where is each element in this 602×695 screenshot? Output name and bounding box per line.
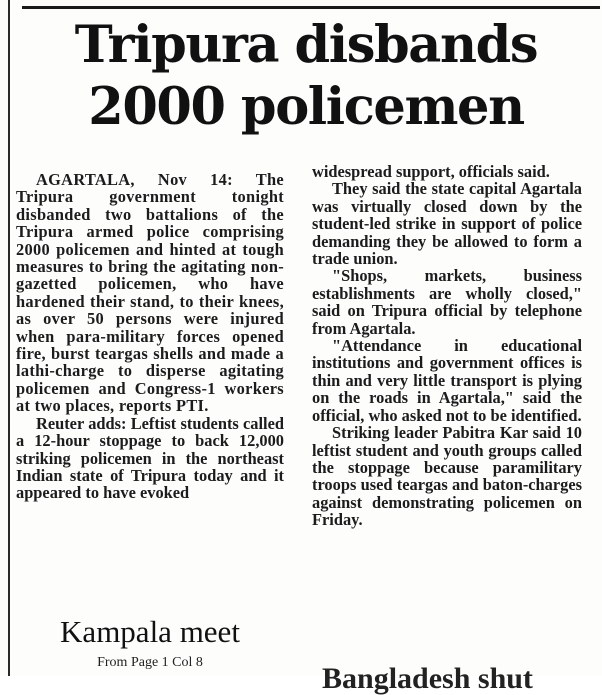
cutoff-headline	[312, 662, 592, 695]
story-column-left	[16, 171, 284, 502]
cutoff-headline-text: Bangladesh shut	[322, 662, 533, 695]
headline-line-2: 2000 policemen	[88, 77, 524, 137]
jump-line: From Page 1 Col 8	[97, 655, 203, 670]
story-paragraph: "Attendance in educational institutions and government offices is thin and very little transport is plying on the roads in Agartala," said the official, who asked not to be identified.	[312, 336, 582, 425]
story-paragraph: They said the state capital Agartala was virtually closed down by the student-led strike in support of police demanding they be allowed to form a trade union.	[312, 179, 582, 269]
headline-line-1: Tripura disbands	[74, 15, 538, 75]
story-paragraph: Striking leader Pabitra Kar said 10 leftist student and youth groups called the stoppage because paramilitary troops used teargas and baton-charges against demonstrating policemen on Friday.	[312, 423, 582, 530]
story-paragraph-continued: widespread support, officials said.	[312, 162, 550, 181]
top-rule	[22, 6, 600, 9]
column-rule	[8, 0, 10, 676]
story-column-right	[312, 163, 582, 529]
story-paragraph: "Shops, markets, business establishments are wholly closed," said on Tripura official by telephone from Agartala.	[312, 266, 582, 338]
story-paragraph-dateline: AGARTALA, Nov 14: The Tripura government tonight disbanded two battalions of the Tripura armed police comprising 2000 policemen and hinted at tough measures to bring the agitating non-gazetted policemen, who have hardened their stand, to their knees, as over 50 persons were injured when para-military forces opened fire, burst teargas shells and made a lathi-charge to disperse agitating policemen and Congress-1 workers at two places, reports PTI.	[16, 170, 284, 416]
story-paragraph: Reuter adds: Leftist students called a 12-hour stoppage to back 12,000 striking policemen in the northeast Indian state of Tripura today and it appeared to have evoked	[16, 413, 284, 503]
headline	[12, 14, 600, 138]
next-story-headline: Kampala meet	[60, 614, 240, 649]
